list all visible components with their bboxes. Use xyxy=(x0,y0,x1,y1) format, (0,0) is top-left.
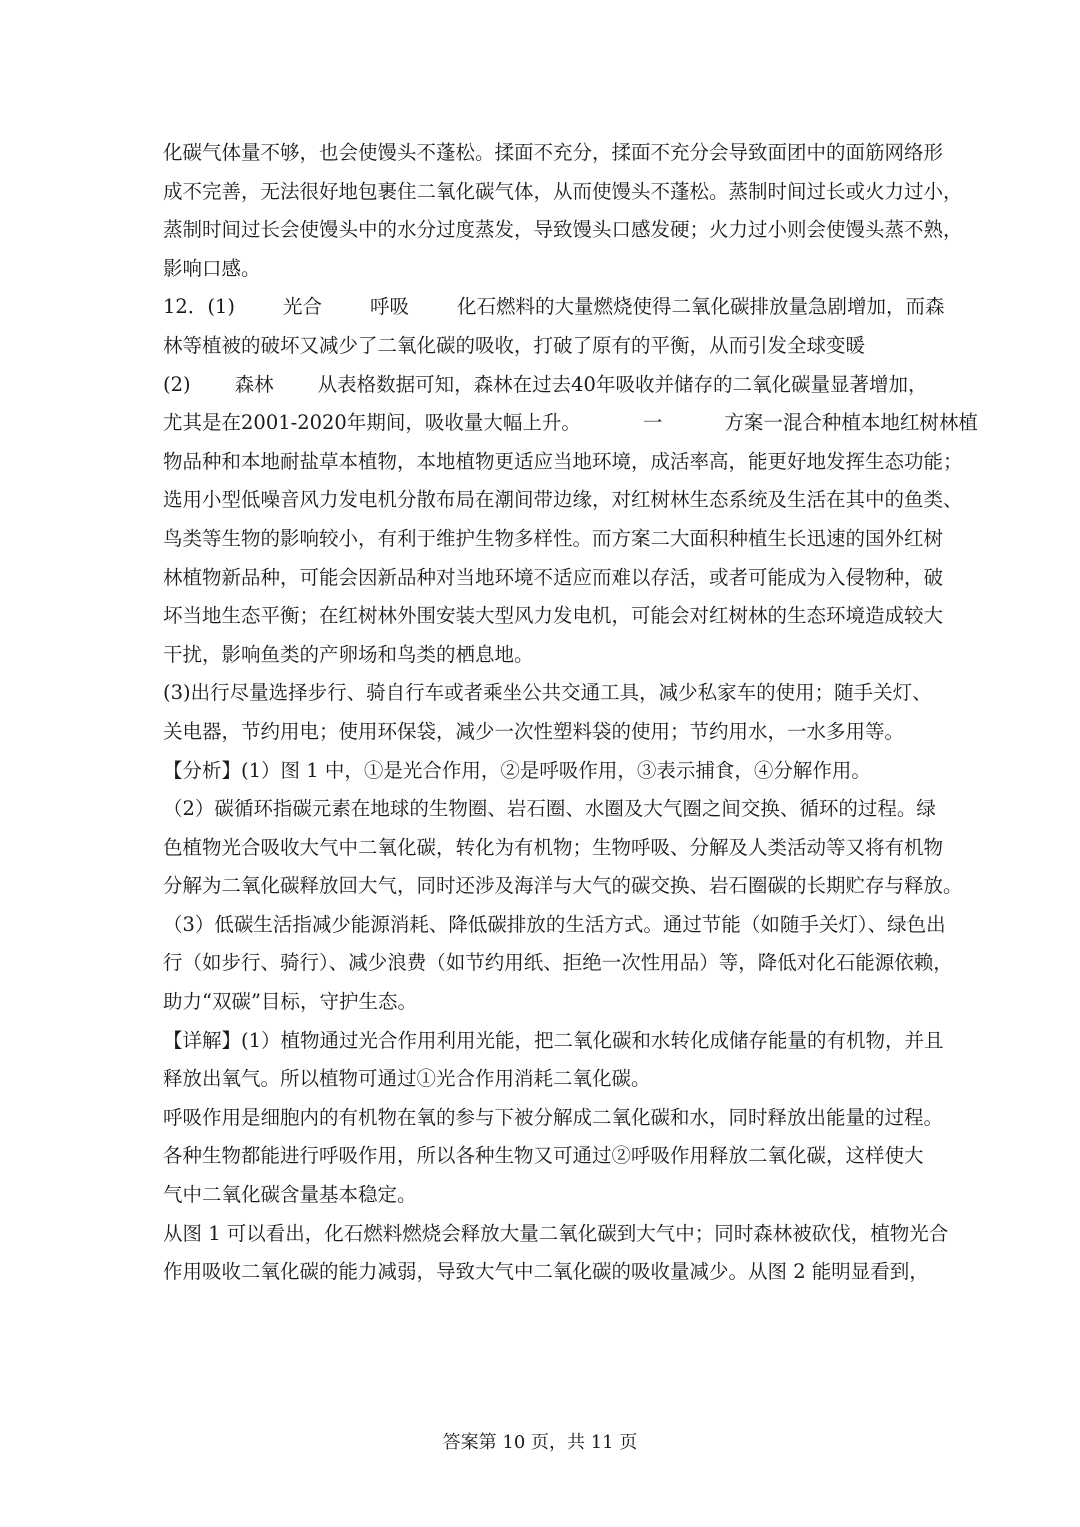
text-segment: 12．(1) xyxy=(163,295,235,319)
text-segment: 森林 xyxy=(234,372,274,396)
text-line: 坏当地生态平衡；在红树林外围安装大型风力发电机，可能会对红树林的生态环境造成较大 xyxy=(163,604,944,628)
text-line: (3)出行尽量选择步行、骑自行车或者乘坐公共交通工具，减少私家车的使用；随手关灯、 xyxy=(163,681,932,705)
text-line xyxy=(163,404,978,443)
text-segment: 从表格数据可知，森林在过去40年吸收并储存的二氧化碳量显著增加， xyxy=(317,372,928,396)
text-line: 气中二氧化碳含量基本稳定。 xyxy=(163,1183,417,1207)
text-line: 化碳气体量不够，也会使馒头不蓬松。揉面不充分，揉面不充分会导致面团中的面筋网络形 xyxy=(163,141,944,164)
page-footer: 答案第 10 页，共 11 页 xyxy=(442,1432,638,1453)
text-line: 行（如步行、骑行）、减少浪费（如节约用纸、拒绝一次性用品）等，降低对化石能源依赖， xyxy=(163,951,953,975)
text-line: 分解为二氧化碳释放回大气，同时还涉及海洋与大气的碳交换、岩石圈碳的长期贮存与释放。 xyxy=(163,874,963,898)
text-segment: 尤其是在2001-2020年期间，吸收量大幅上升。 xyxy=(163,411,581,435)
text-line: （2）碳循环指碳元素在地球的生物圈、岩石圈、水圈及大气圈之间交换、循环的过程。绿 xyxy=(163,797,936,821)
text-line: 干扰，影响鱼类的产卵场和鸟类的栖息地。 xyxy=(163,642,534,666)
text-line xyxy=(163,288,945,327)
text-segment: 化石燃料的大量燃烧使得二氧化碳排放量急剧增加，而森 xyxy=(456,295,945,319)
text-line: 林等植被的破坏又减少了二氧化碳的吸收，打破了原有的平衡，从而引发全球变暖 xyxy=(163,333,866,357)
text-line: 林植物新品种，可能会因新品种对当地环境不适应而难以存活，或者可能成为入侵物种，破 xyxy=(163,565,944,589)
text-line: 作用吸收二氧化碳的能力减弱，导致大气中二氧化碳的吸收量减少。从图 2 能明显看到， xyxy=(163,1260,929,1284)
answer-body xyxy=(163,134,978,1292)
text-line: 鸟类等生物的影响较小，有利于维护生物多样性。而方案二大面积种植生长迅速的国外红树 xyxy=(163,526,944,550)
text-line: 各种生物都能进行呼吸作用，所以各种生物又可通过②呼吸作用释放二氧化碳，这样使大 xyxy=(163,1144,924,1168)
text-segment: 呼吸 xyxy=(369,295,409,319)
text-line: 释放出氧气。所以植物可通过①光合作用消耗二氧化碳。 xyxy=(163,1067,651,1091)
text-line: 【分析】(1）图 1 中，①是光合作用，②是呼吸作用，③表示捕食，④分解作用。 xyxy=(163,758,871,782)
text-line: 蒸制时间过长会使馒头中的水分过度蒸发，导致馒头口感发硬；火力过小则会使馒头蒸不熟， xyxy=(163,218,963,242)
text-line: 呼吸作用是细胞内的有机物在氧的参与下被分解成二氧化碳和水，同时释放出能量的过程。 xyxy=(163,1105,944,1129)
text-line: 【详解】(1）植物通过光合作用利用光能，把二氧化碳和水转化成储存能量的有机物，并且 xyxy=(163,1028,944,1052)
text-segment: 一 xyxy=(642,411,663,435)
text-segment: (2) xyxy=(163,372,191,396)
text-line: 助力“双碳”目标，守护生态。 xyxy=(163,990,417,1014)
text-line: 选用小型低噪音风力发电机分散布局在潮间带边缘，对红树林生态系统及生活在其中的鱼类、 xyxy=(163,488,963,512)
text-segment: 方案一混合种植本地红树林植 xyxy=(724,411,978,435)
text-line: （3）低碳生活指减少能源消耗、降低碳排放的生活方式。通过节能（如随手关灯）、绿色出 xyxy=(163,912,946,936)
text-line: 色植物光合吸收大气中二氧化碳，转化为有机物；生物呼吸、分解及人类活动等又将有机物 xyxy=(163,835,944,859)
text-line: 关电器，节约用电；使用环保袋，减少一次性塑料袋的使用；节约用水，一水多用等。 xyxy=(163,719,905,743)
text-line xyxy=(163,366,928,405)
text-segment: 光合 xyxy=(282,295,322,319)
text-line: 影响口感。 xyxy=(163,256,261,280)
text-line: 物品种和本地耐盐草本植物，本地植物更适应当地环境，成活率高，能更好地发挥生态功能； xyxy=(163,449,963,473)
text-line: 成不完善，无法很好地包裹住二氧化碳气体，从而使馒头不蓬松。蒸制时间过长或火力过小， xyxy=(163,179,963,203)
text-line: 从图 1 可以看出，化石燃料燃烧会释放大量二氧化碳到大气中；同时森林被砍伐，植物光合 xyxy=(163,1221,949,1245)
